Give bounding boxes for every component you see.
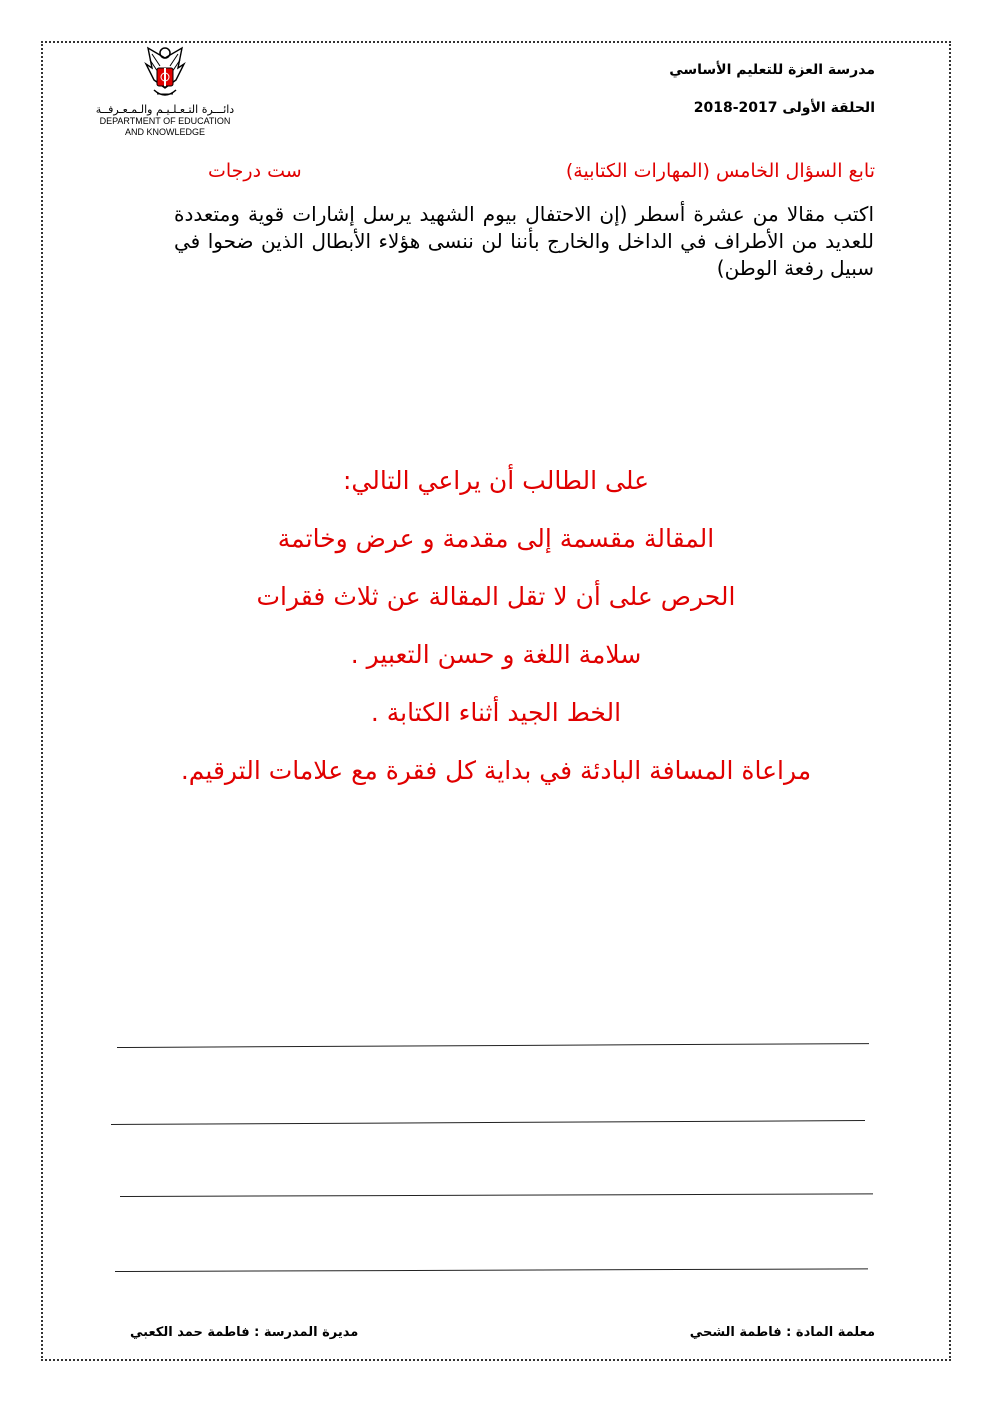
question-prompt: اكتب مقالا من عشرة أسطر (إن الاحتفال بيوم الشهيد يرسل إشارات قوية ومتعددة للعديد من الأطراف في الداخل والخارج بأننا لن ننسى هؤلاء الأبطال الذين ضحوا في سبيل رفعة الوطن) (174, 202, 874, 280)
logo-arabic-text: دائـــرة التـعـلـيـم والـمـعـرفــة (95, 103, 235, 116)
falcon-emblem-icon (142, 44, 188, 102)
school-principal: مديرة المدرسة : فاطمة حمد الكعبي (130, 1325, 359, 1340)
guidelines-heading: على الطالب أن يراعي التالي: (342, 466, 650, 495)
school-name: مدرسة العزة للتعليم الأساسي (669, 62, 875, 78)
logo-english-line-1: DEPARTMENT OF EDUCATION (99, 116, 231, 126)
guidelines (0, 452, 992, 800)
question-title: تابع السؤال الخامس (المهارات الكتابية) (565, 160, 875, 182)
logo-english-line-2: AND KNOWLEDGE (124, 127, 205, 137)
guideline-item: الخط الجيد أثناء الكتابة . (370, 698, 622, 727)
guideline-item: الحرص على أن لا تقل المقالة عن ثلاث فقرات (256, 582, 736, 611)
question-marks: ست درجات (208, 160, 302, 182)
cycle-year: الحلقة الأولى 2017-2018 (693, 100, 875, 116)
subject-teacher: معلمة المادة : فاطمة الشحي (689, 1325, 875, 1340)
guideline-item: سلامة اللغة و حسن التعبير . (350, 640, 642, 669)
guideline-item: مراعاة المسافة البادئة في بداية كل فقرة مع علامات الترقيم. (180, 756, 812, 785)
education-department-logo (90, 44, 240, 156)
guideline-item: المقالة مقسمة إلى مقدمة و عرض وخاتمة (277, 524, 715, 553)
